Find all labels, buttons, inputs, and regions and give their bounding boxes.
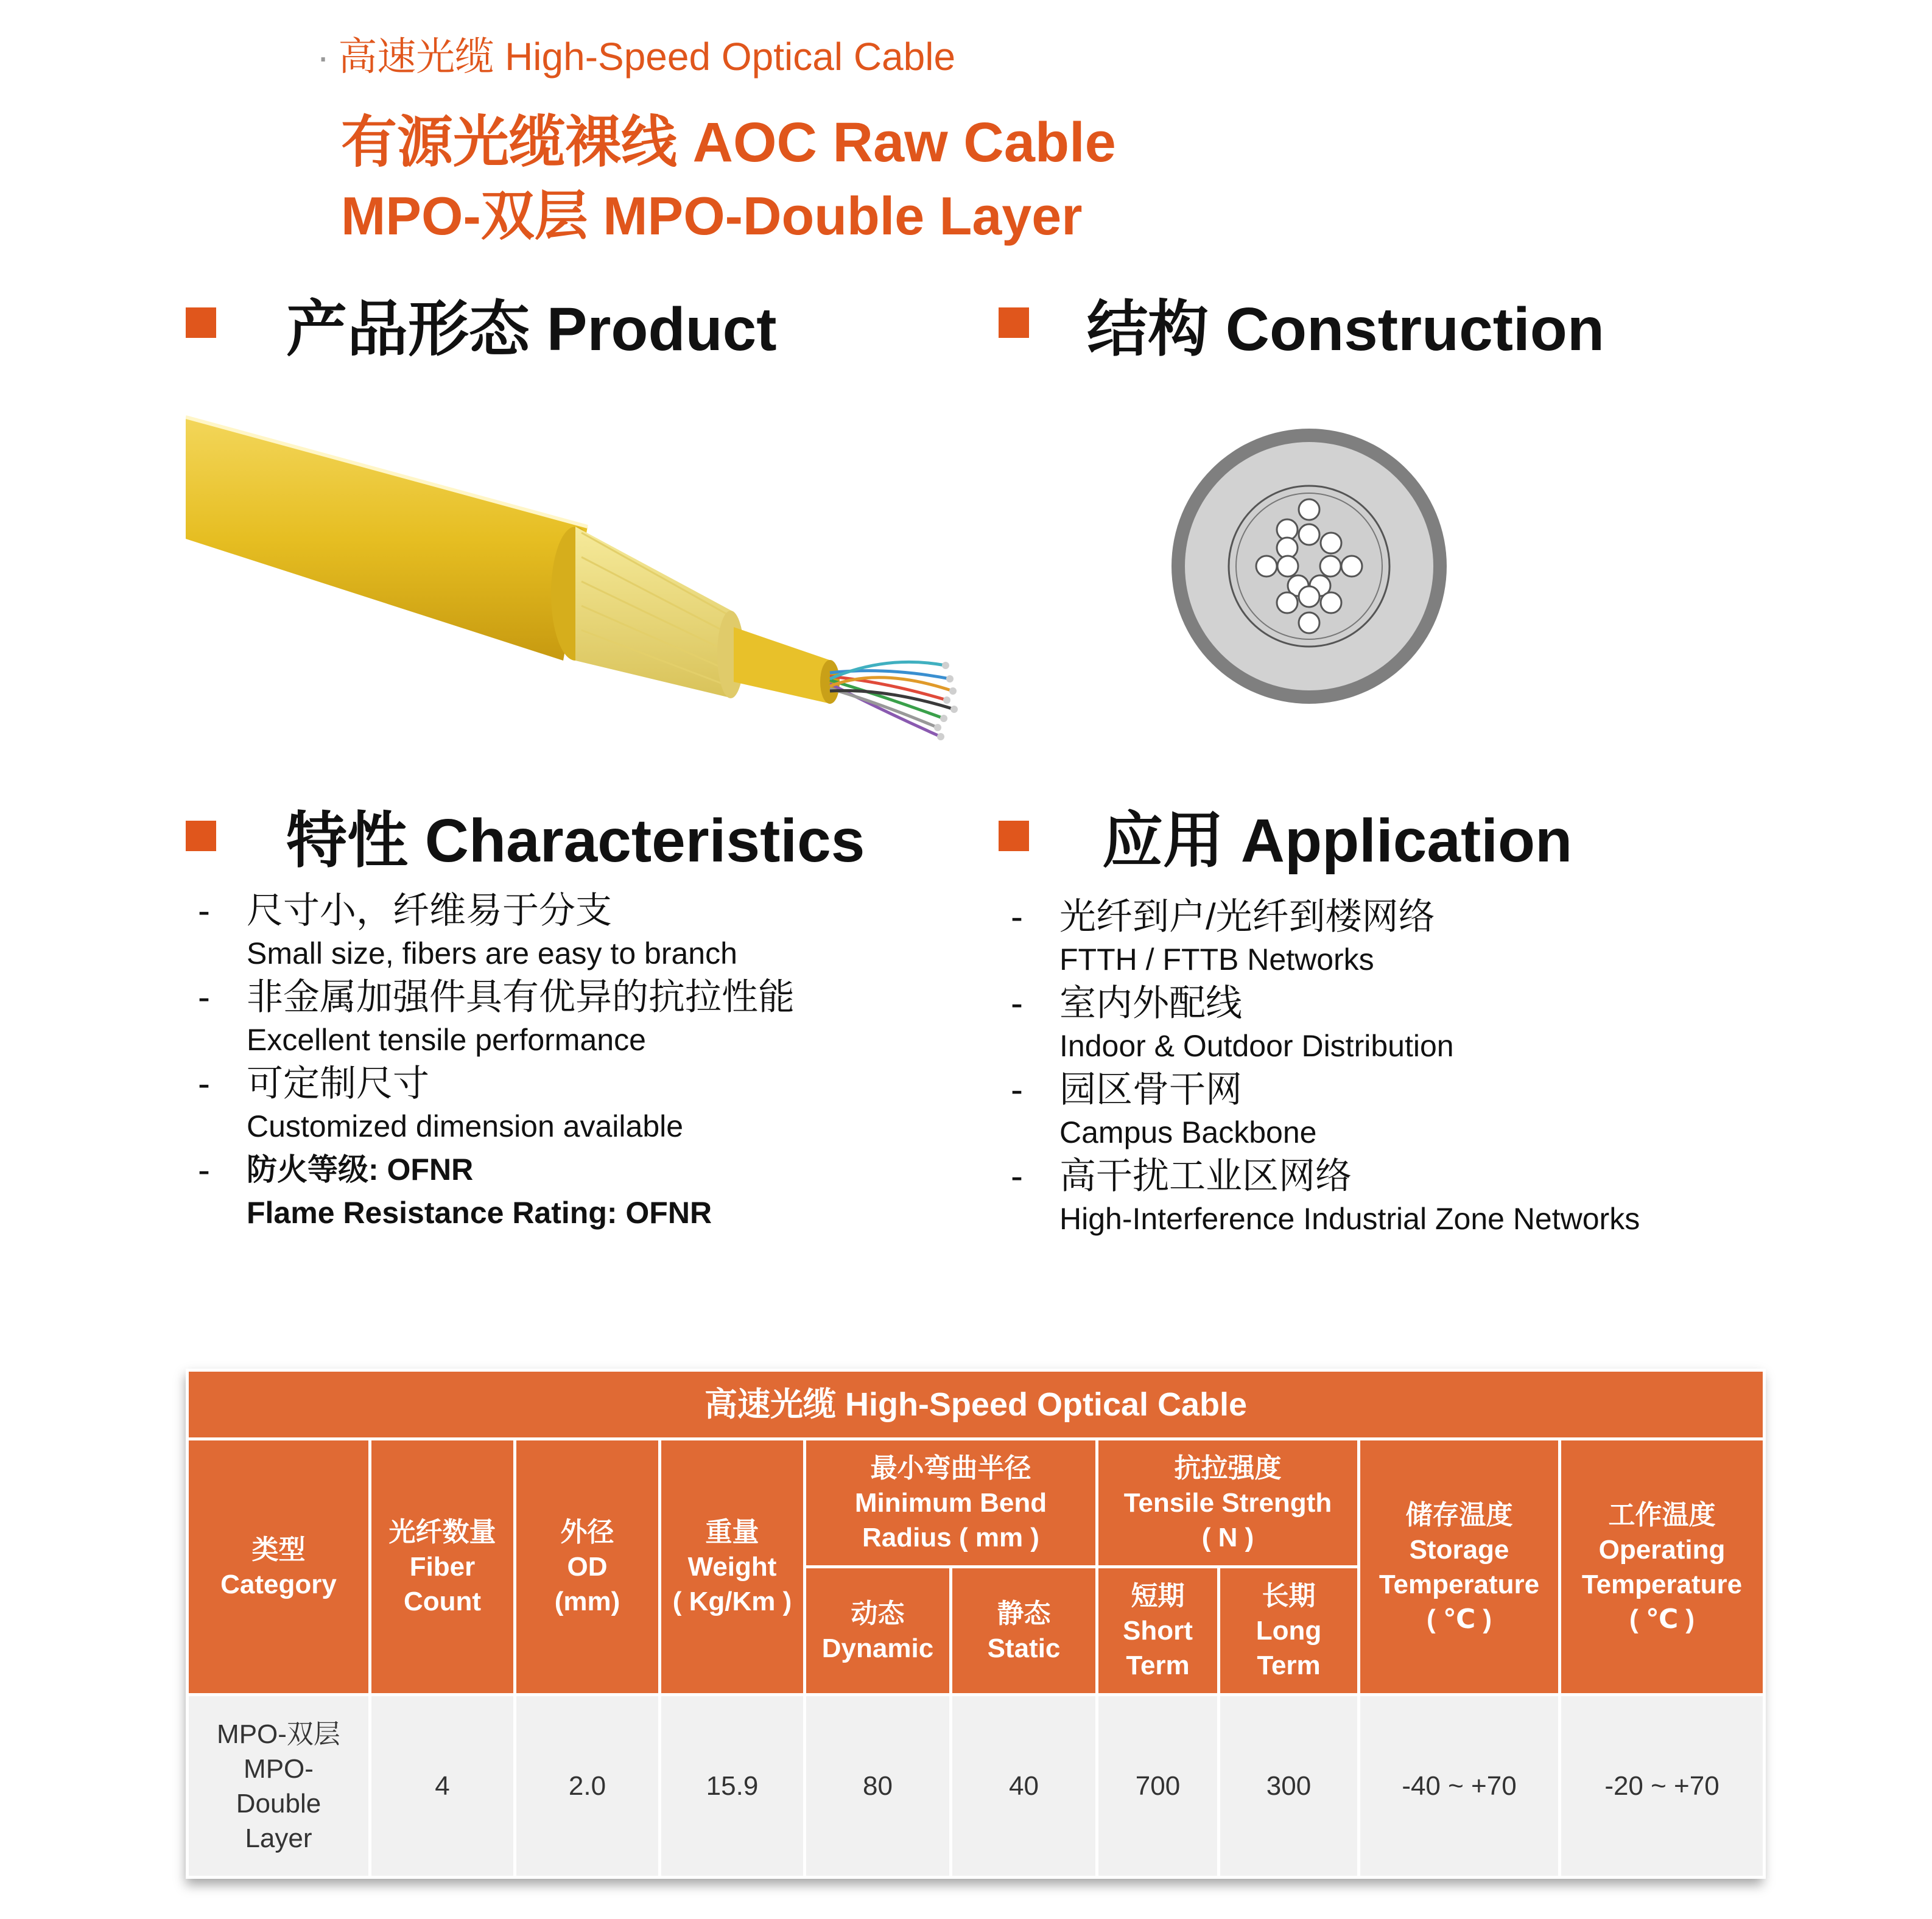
section-title-application: 应用 Application (1102, 807, 1573, 875)
item-zh: 高干扰工业区网络 (1059, 1156, 1352, 1196)
header-category: 高速光缆 High-Speed Optical Cable (338, 35, 956, 79)
item-zh: 非金属加强件具有优异的抗拉性能 (247, 977, 795, 1017)
item-zh: 可定制尺寸 (247, 1063, 429, 1104)
header-dynamic: 动态 Dynamic (805, 1567, 951, 1695)
header-storage-temp: 储存温度 Storage Temperature ( ℃ ) (1359, 1439, 1560, 1695)
header-operating-temp: 工作温度 Operating Temperature ( ℃ ) (1560, 1439, 1765, 1695)
header-weight: 重量 Weight ( Kg/Km ) (660, 1439, 805, 1695)
section-marker-icon (999, 307, 1029, 338)
cell-static: 40 (951, 1695, 1097, 1878)
page-title: 有源光缆裸线 AOC Raw Cable (341, 111, 1116, 174)
item-en: Flame Resistance Rating: OFNR (247, 1196, 712, 1230)
section-title-characteristics: 特性 Characteristics (286, 807, 865, 875)
cable-product-image (186, 411, 977, 752)
header-tensile-strength: 抗拉强度 Tensile Strength ( N ) (1097, 1439, 1359, 1567)
table-row (188, 1695, 1765, 1878)
application-list (1011, 895, 1802, 1241)
header-bullet: · (317, 35, 330, 79)
item-zh: 光纤到户/光纤到楼网络 (1059, 896, 1435, 937)
header-long-term: 长期 Long Term (1219, 1567, 1359, 1695)
cell-dynamic: 80 (805, 1695, 951, 1878)
item-en: Customized dimension available (247, 1109, 684, 1143)
cell-fiber-count: 4 (370, 1695, 515, 1878)
header-category-line (317, 26, 955, 82)
item-en: Indoor & Outdoor Distribution (1059, 1029, 1454, 1063)
list-item: - 非金属加强件具有优异的抗拉性能 Excellent tensile performance (198, 975, 1020, 1062)
item-en: Small size, fibers are easy to branch (247, 936, 737, 970)
list-item: - 尺寸小，纤维易于分支 Small size, fibers are easy to branch (198, 889, 1020, 975)
section-title-product: 产品形态 Product (286, 295, 777, 363)
cell-operating-temp: -20 ~ +70 (1560, 1695, 1765, 1878)
list-item: - 园区骨干网 Campus Backbone (1011, 1068, 1802, 1154)
cell-category: MPO-双层 MPO- Double Layer (188, 1695, 370, 1878)
cell-od: 2.0 (515, 1695, 660, 1878)
list-item: - 室内外配线 Indoor & Outdoor Distribution (1011, 981, 1802, 1068)
cable-cross-section-diagram (1145, 414, 1486, 731)
item-en: Excellent tensile performance (247, 1023, 646, 1057)
page-subtitle: MPO-双层 MPO-Double Layer (341, 186, 1083, 246)
header-category: 类型 Category (188, 1439, 370, 1695)
item-en: FTTH / FTTB Networks (1059, 942, 1374, 977)
list-item: - 可定制尺寸 Customized dimension available (198, 1062, 1020, 1148)
item-zh: 园区骨干网 (1059, 1069, 1242, 1110)
item-en: High-Interference Industrial Zone Networks (1059, 1202, 1640, 1236)
header-short-term: 短期 Short Term (1097, 1567, 1219, 1695)
spec-table (186, 1369, 1763, 1879)
header-static: 静态 Static (951, 1567, 1097, 1695)
cell-long-term: 300 (1219, 1695, 1359, 1878)
section-marker-icon (186, 307, 216, 338)
section-title-construction: 结构 Construction (1087, 295, 1604, 363)
list-item: - 高干扰工业区网络 High-Interference Industrial Zone Networks (1011, 1154, 1802, 1241)
list-item: - 防火等级: OFNR Flame Resistance Rating: OFNR (198, 1148, 1020, 1235)
header-fiber-count: 光纤数量 Fiber Count (370, 1439, 515, 1695)
cell-short-term: 700 (1097, 1695, 1219, 1878)
table-caption: 高速光缆 High-Speed Optical Cable (188, 1370, 1765, 1439)
item-en: Campus Backbone (1059, 1115, 1317, 1149)
header-od: 外径 OD (mm) (515, 1439, 660, 1695)
section-marker-icon (999, 821, 1029, 851)
characteristics-list (198, 889, 1020, 1235)
list-item: - 光纤到户/光纤到楼网络 FTTH / FTTB Networks (1011, 895, 1802, 981)
item-zh: 室内外配线 (1059, 983, 1242, 1023)
section-marker-icon (186, 821, 216, 851)
cell-weight: 15.9 (660, 1695, 805, 1878)
item-zh: 防火等级: OFNR (247, 1152, 474, 1187)
cell-storage-temp: -40 ~ +70 (1359, 1695, 1560, 1878)
header-bend-radius: 最小弯曲半径 Minimum Bend Radius ( mm ) (805, 1439, 1097, 1567)
item-zh: 尺寸小，纤维易于分支 (247, 890, 612, 931)
